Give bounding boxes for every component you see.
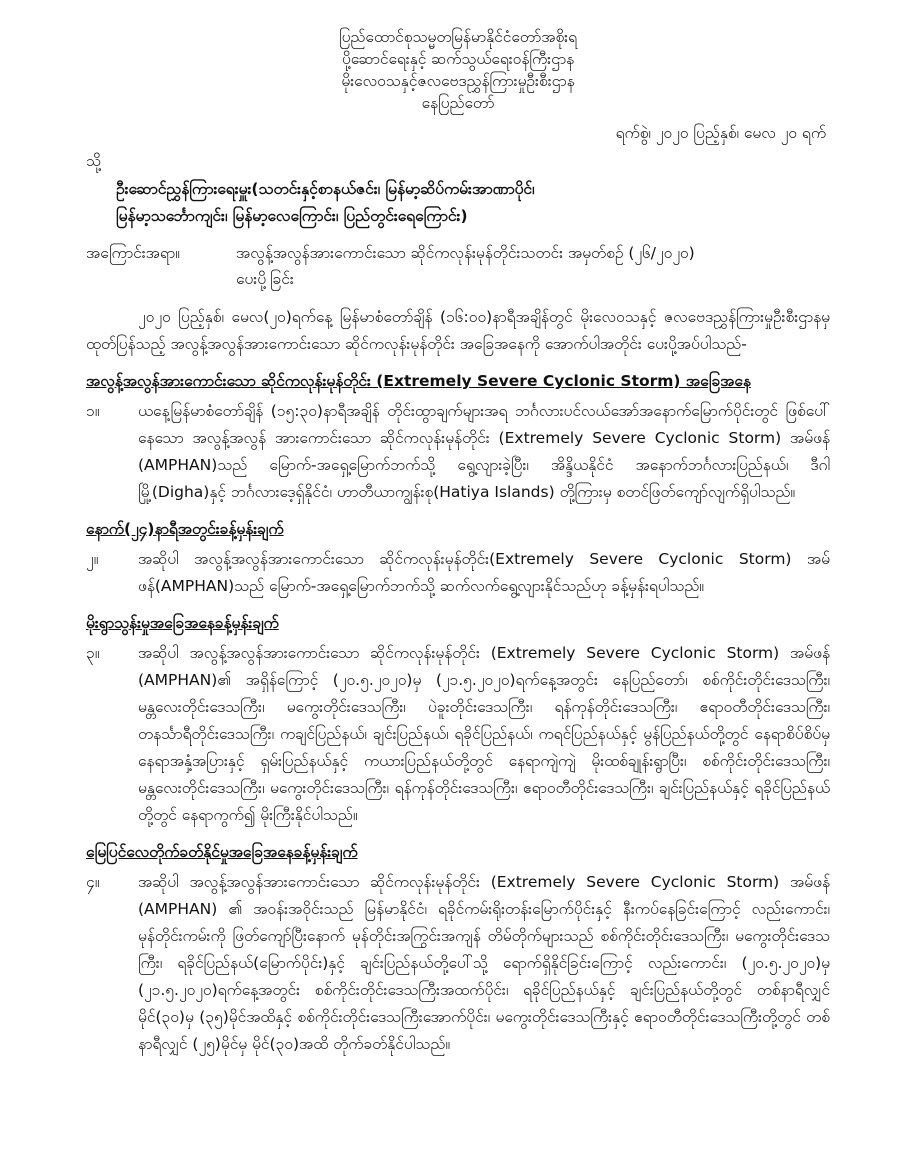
letterhead-line-city: နေပြည်တော်	[421, 94, 495, 112]
subject-label: အကြောင်းအရာ။	[86, 244, 180, 262]
recipient-line-2: မြန်မာ့သင်္ဘောကျင်း၊ မြန်မာ့လေကြောင်း၊ ပြည်တွင်းရေကြောင်း)	[116, 207, 468, 225]
section-text-3: အဆိုပါ အလွန့်အလွန်အားကောင်းသော ဆိုင်ကလုန်းမုန်တိုင်း (Extremely Severe Cyclonic Storm) အမ်ဖန် (AMPHAN)၏ အရှိန်ကြောင့် (၂၀.၅.၂၀၂၀)မှ (၂၁.၅.၂၀၂၀)ရက်နေ့အတွင်း နေပြည်တော်၊ စစ်ကိုင်းတိုင်းဒေသကြီး၊ မန္တလေးတိုင်းဒေသကြီး၊ မကွေးတိုင်းဒေသကြီး၊ ပဲခူးတိုင်းဒေသကြီး၊ ရန်ကုန်တိုင်းဒေသကြီး၊ ဧရာဝတီတိုင်းဒေသကြီး၊ တနင်္သာရီတိုင်းဒေသကြီး၊ ကချင်ပြည်နယ်၊ ချင်းပြည်နယ်၊ ရခိုင်ပြည်နယ်၊ ကရင်ပြည်နယ်နှင့် မွန်ပြည်နယ်တို့တွင် နေရာစိပ်စိပ်မှ နေရာအနှံ့အပြားနှင့် ရှမ်းပြည်နယ်နှင့် ကယားပြည်နယ်တို့တွင် နေရာကျဲကျဲ မိုးထစ်ချုန်းရွာပြီး၊ စစ်ကိုင်းတိုင်းဒေသကြီး၊ မန္တလေးတိုင်းဒေသကြီး၊ မကွေးတိုင်းဒေသကြီး၊ ရန်ကုန်တိုင်းဒေသကြီး၊ ဧရာဝတီတိုင်းဒေသကြီး၊ ချင်းပြည်နယ်နှင့် ရခိုင်ပြည်နယ်တို့တွင် နေရာကွက်၍ မိုးကြီးနိုင်ပါသည်။	[138, 644, 830, 824]
to-label: သို့	[86, 152, 101, 170]
recipients	[86, 176, 830, 230]
section-4	[86, 869, 830, 1058]
section-text-2: အဆိုပါ အလွန့်အလွန်အားကောင်းသော ဆိုင်ကလုန်းမုန်တိုင်း(Extremely Severe Cyclonic Storm) အမ်ဖန်(AMPHAN)သည် မြောက်-အရှေ့မြောက်ဘက်သို့ ဆက်လက်ရွေ့လျားနိုင်သည်ဟု ခန့်မှန်းရပါသည်။	[138, 550, 830, 595]
subject-block	[86, 240, 830, 292]
subject-text	[236, 240, 830, 292]
letterhead-line-government: ပြည်ထောင်စုသမ္မတမြန်မာနိုင်ငံတော်အစိုးရ	[338, 28, 578, 46]
subject-line-2: ပေးပို့ခြင်း	[236, 270, 294, 288]
section-heading-2: နောက်(၂၄)နာရီအတွင်းခန့်မှန်းချက်	[86, 520, 284, 538]
subject-line-1: အလွန့်အလွန်အားကောင်းသော ဆိုင်ကလုန်းမုန်တိုင်းသတင်း အမှတ်စဉ် (၂၆/၂၀၂၀)	[236, 244, 695, 262]
section-text-1: ယနေ့မြန်မာစံတော်ချိန် (၁၅:၃၀)နာရီအချိန် တိုင်းထွာချက်များအရ ဘင်္ဂလားပင်လယ်အော်အနောက်မြောက်ပိုင်းတွင် ဖြစ်ပေါ်နေသော အလွန့်အလွန် အားကောင်းသော ဆိုင်ကလုန်းမုန်တိုင်း (Extremely Severe Cyclonic Storm) အမ်ဖန် (AMPHAN)သည် မြောက်-အရှေ့မြောက်ဘက်သို့ ရွေ့လျားခဲ့ပြီး၊ အိန္ဒိယနိုင်ငံ အနောက်ဘင်္ဂလားပြည်နယ်၊ ဒီဂါမြို့(Digha)နှင့် ဘင်္ဂလားဒေ့ရှ်နိုင်ငံ၊ ဟာတီယာကျွန်းစု(Hatiya Islands) တို့ကြားမှ စတင်ဖြတ်ကျော်လျက်ရှိပါသည်။	[138, 402, 830, 501]
section-1	[86, 398, 830, 506]
letter-date: ရက်စွဲ၊ ၂၀၂၀ ပြည့်နှစ်၊ မေလ ၂၀ ရက်	[615, 124, 826, 142]
section-3	[86, 640, 830, 829]
section-number-2: ၂။	[86, 550, 99, 568]
intro-paragraph: ၂၀၂၀ ပြည့်နှစ်၊ မေလ(၂၀)ရက်နေ့ မြန်မာစံတော်ချိန် (၁၆:၀၀)နာရီအချိန်တွင် မိုးလေဝသနှင့် ဇလဗေဒညွှန်ကြားမှုဦးစီးဌာနမှ ထုတ်ပြန်သည့် အလွန့်အလွန်အားကောင်းသော ဆိုင်ကလုန်းမုန်တိုင်း အခြေအနေကို အောက်ပါအတိုင်း ပေးပို့အပ်ပါသည်-	[86, 308, 830, 353]
section-number-4: ၄။	[86, 873, 100, 891]
recipient-line-1: ဦးဆောင်ညွှန်ကြားရေးမှူး(သတင်းနှင့်စာနယ်ဇင်း၊ မြန်မာ့ဆိပ်ကမ်းအာဏာပိုင်၊	[116, 180, 535, 198]
section-heading-4: မြေပြင်လေတိုက်ခတ်နိုင်မှုအခြေအနေခန့်မှန်းချက်	[86, 843, 358, 861]
section-heading-3: မိုးရွာသွန်းမှုအခြေအနေခန့်မှန်းချက်	[86, 614, 279, 632]
letterhead-line-department: မိုးလေဝသနှင့်ဇလဗေဒညွှန်ကြားမှုဦးစီးဌာန	[341, 72, 575, 90]
section-number-3: ၃။	[86, 644, 100, 662]
section-text-4: အဆိုပါ အလွန့်အလွန်အားကောင်းသော ဆိုင်ကလုန်းမုန်တိုင်း (Extremely Severe Cyclonic Storm) အမ်ဖန် (AMPHAN) ၏ အဝန်းအဝိုင်းသည် မြန်မာနိုင်ငံ၊ ရခိုင်ကမ်းရိုးတန်းမြောက်ပိုင်းနှင့် နီးကပ်နေခြင်းကြောင့် လည်းကောင်း၊ မုန်တိုင်းကမ်းကို ဖြတ်ကျော်ပြီးနောက် မုန်တိုင်းအကြွင်းအကျန် တိမ်တိုက်များသည် စစ်ကိုင်းတိုင်းဒေသကြီး၊ မကွေးတိုင်းဒေသကြီး၊ ရခိုင်ပြည်နယ်(မြောက်ပိုင်း)နှင့် ချင်းပြည်နယ်တို့ပေါ်သို့ ရောက်ရှိနိုင်ခြင်းကြောင့် လည်းကောင်း၊ (၂၀.၅.၂၀၂၀)မှ (၂၁.၅.၂၀၂၀)ရက်နေ့အတွင်း စစ်ကိုင်းတိုင်းဒေသကြီးအထက်ပိုင်း၊ ရခိုင်ပြည်နယ်နှင့် ချင်းပြည်နယ်တို့တွင် တစ်နာရီလျှင် မိုင်(၃၀)မှ (၃၅)မိုင်အထိနှင့် စစ်ကိုင်းတိုင်းဒေသကြီးအောက်ပိုင်း၊ မကွေးတိုင်းဒေသကြီးနှင့် ဧရာဝတီတိုင်းဒေသကြီးတို့တွင် တစ်နာရီလျှင် (၂၅)မိုင်မှ မိုင်(၃၀)အထိ တိုက်ခတ်နိုင်ပါသည်။	[138, 873, 830, 1053]
section-heading-1: အလွန့်အလွန်အားကောင်းသော ဆိုင်ကလုန်းမုန်တိုင်း (Extremely Severe Cyclonic Storm) အခြေအနေ	[86, 372, 751, 390]
section-number-1: ၁။	[86, 402, 100, 420]
section-2	[86, 546, 830, 600]
letterhead-line-ministry: ပို့ဆောင်ရေးနှင့် ဆက်သွယ်ရေးဝန်ကြီးဌာန	[341, 50, 575, 68]
